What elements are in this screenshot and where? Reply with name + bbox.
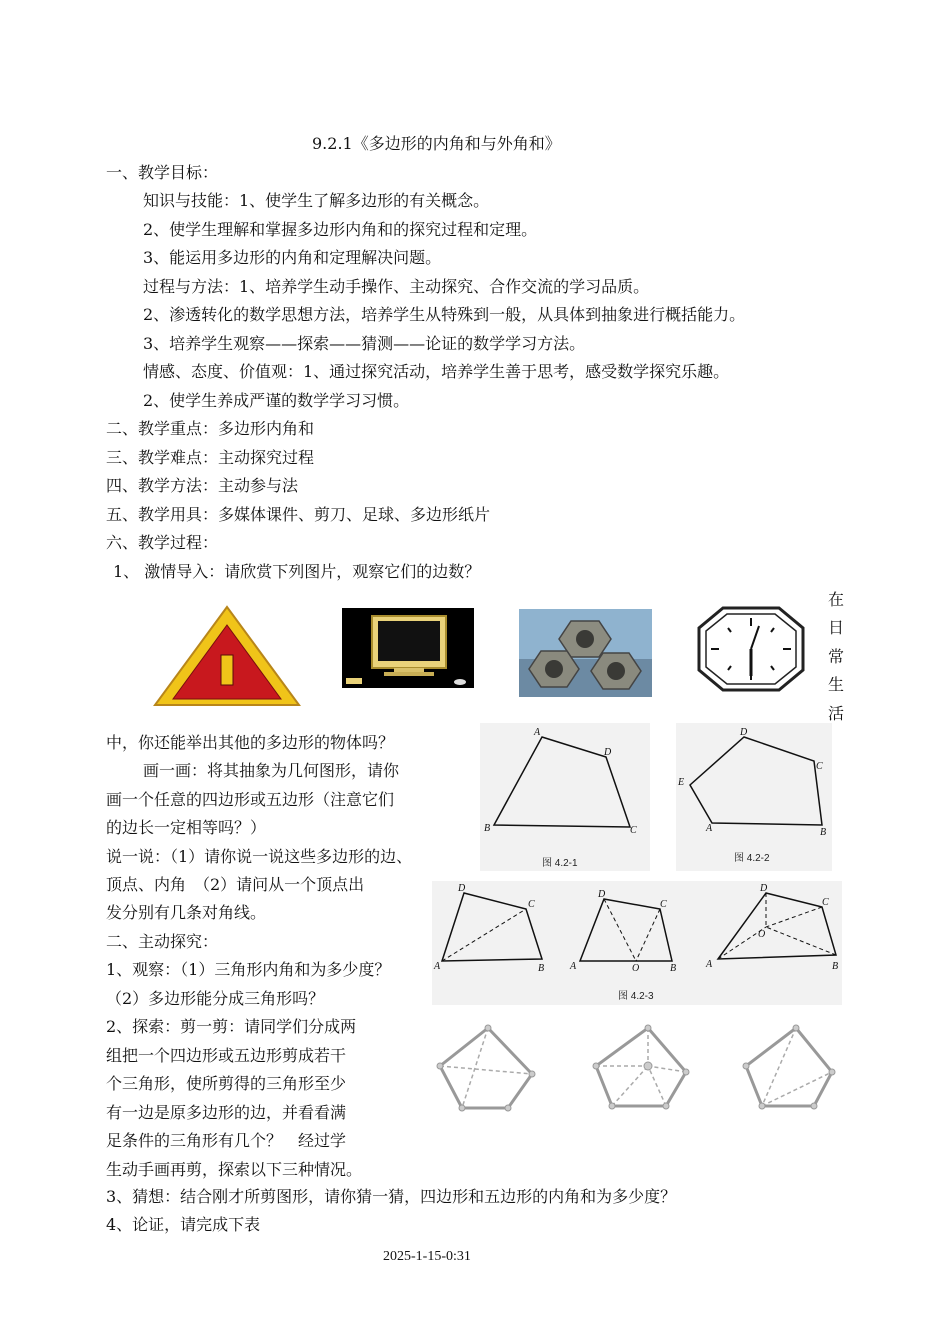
vertex-label: C xyxy=(660,899,667,910)
vertex-label: D xyxy=(740,727,748,738)
goal-knowledge-2: 2、使学生理解和掌握多边形内角和的探究过程和定理。 xyxy=(143,220,538,239)
left-text: 的边长一定相等吗？） xyxy=(106,818,267,837)
left-text: 发分别有几条对角线。 xyxy=(106,903,267,922)
vertex-label: D xyxy=(604,747,612,758)
vertex-label: C xyxy=(528,899,535,910)
section-teaching-goals: 一、教学目标： xyxy=(106,163,219,182)
teaching-focus: 二、教学重点：多边形内角和 xyxy=(106,419,315,438)
figure-caption: 图 4.2-3 xyxy=(618,991,654,1002)
vertex-label: B xyxy=(670,963,677,974)
vertex-label: A xyxy=(534,727,541,738)
figure-caption: 图 4.2-1 xyxy=(542,858,578,869)
side-char: 活 xyxy=(827,704,844,723)
goal-process-2: 2、渗透转化的数学思想方法，培养学生从特殊到一般，从具体到抽象进行概括能力。 xyxy=(143,305,746,324)
left-text: 顶点、内角 （2）请问从一个顶点出 xyxy=(106,875,365,894)
left-text: 画一个任意的四边形或五边形（注意它们 xyxy=(106,790,395,809)
vertex-label: B xyxy=(832,961,839,972)
hex-nuts-image xyxy=(519,609,652,697)
side-char: 日 xyxy=(827,618,844,637)
left-text: 生动手画再剪，探索以下三种情况。 xyxy=(106,1160,363,1179)
pentagon-cut-diagrams xyxy=(432,1018,842,1118)
vertex-label: C xyxy=(816,761,823,772)
vertex-label: C xyxy=(630,825,637,836)
guess-step: 3、猜想：结合刚才所剪图形，请你猜一猜，四边形和五边形的内角和为多少度？ xyxy=(106,1187,677,1206)
goal-attitude-2: 2、使学生养成严谨的数学学习习惯。 xyxy=(143,391,410,410)
vertex-label: A xyxy=(570,961,577,972)
goal-knowledge-1: 知识与技能：1、使学生了解多边形的有关概念。 xyxy=(143,191,490,210)
left-text: 个三角形，使所剪得的三角形至少 xyxy=(106,1074,347,1093)
vertex-label: A xyxy=(706,823,713,834)
vertex-label: B xyxy=(820,827,827,838)
vertex-label: A xyxy=(434,961,441,972)
octagon-clock-image xyxy=(697,606,805,692)
left-text: 2、探索：剪一剪：请同学们分成两 xyxy=(106,1017,357,1036)
prove-step: 4、论证，请完成下表 xyxy=(106,1215,261,1234)
vertex-label: C xyxy=(822,897,829,908)
vertex-label: D xyxy=(598,889,606,900)
left-text: 有一边是原多边形的边，并看看满 xyxy=(106,1103,347,1122)
vertex-label: B xyxy=(484,823,491,834)
page-title: 9.2.1《多边形的内角和与外角和》 xyxy=(312,134,561,153)
figure-4-2-3 xyxy=(432,881,842,1005)
goal-knowledge-3: 3、能运用多边形的内角和定理解决问题。 xyxy=(143,248,442,267)
page-footer: 2025-1-15-0:31 xyxy=(383,1249,471,1264)
computer-monitor-image xyxy=(342,608,474,688)
left-text: 足条件的三角形有几个？ 经过学 xyxy=(106,1131,347,1150)
side-char: 生 xyxy=(827,675,844,694)
vertex-label: D xyxy=(760,883,768,894)
figure-caption: 图 4.2-2 xyxy=(734,853,770,864)
left-text: 画一画：将其抽象为几何图形，请你 xyxy=(143,761,400,780)
intro-step: 1、 激情导入：请欣赏下列图片，观察它们的边数？ xyxy=(113,562,481,581)
left-text: 组把一个四边形或五边形剪成若干 xyxy=(106,1046,347,1065)
vertex-label: O xyxy=(632,963,640,974)
warning-sign-image xyxy=(153,605,301,707)
teaching-process: 六、教学过程： xyxy=(106,533,219,552)
vertex-label: E xyxy=(678,777,685,788)
teaching-difficulty: 三、教学难点：主动探究过程 xyxy=(106,448,315,467)
teaching-tools: 五、教学用具：多媒体课件、剪刀、足球、多边形纸片 xyxy=(106,505,491,524)
left-text: 说一说：（1）请你说一说这些多边形的边、 xyxy=(106,847,413,866)
left-text: （2）多边形能分成三角形吗？ xyxy=(106,989,325,1008)
goal-process-1: 过程与方法：1、培养学生动手操作、主动探究、合作交流的学习品质。 xyxy=(143,277,650,296)
vertex-label: A xyxy=(706,959,713,970)
vertex-label: O xyxy=(758,929,766,940)
left-text: 中，你还能举出其他的多边形的物体吗？ xyxy=(106,733,395,752)
left-text: 二、主动探究： xyxy=(106,932,219,951)
figure-4-2-1-and-2 xyxy=(480,723,832,871)
teaching-method: 四、教学方法：主动参与法 xyxy=(106,476,299,495)
left-text: 1、观察：（1）三角形内角和为多少度？ xyxy=(106,960,391,979)
vertex-label: B xyxy=(538,963,545,974)
goal-attitude-1: 情感、态度、价值观：1、通过探究活动，培养学生善于思考，感受数学探究乐趣。 xyxy=(143,362,730,381)
goal-process-3: 3、培养学生观察——探索——猜测——论证的数学学习方法。 xyxy=(143,334,586,353)
vertex-label: D xyxy=(458,883,466,894)
side-char: 常 xyxy=(827,647,844,666)
side-char: 在 xyxy=(827,590,844,609)
